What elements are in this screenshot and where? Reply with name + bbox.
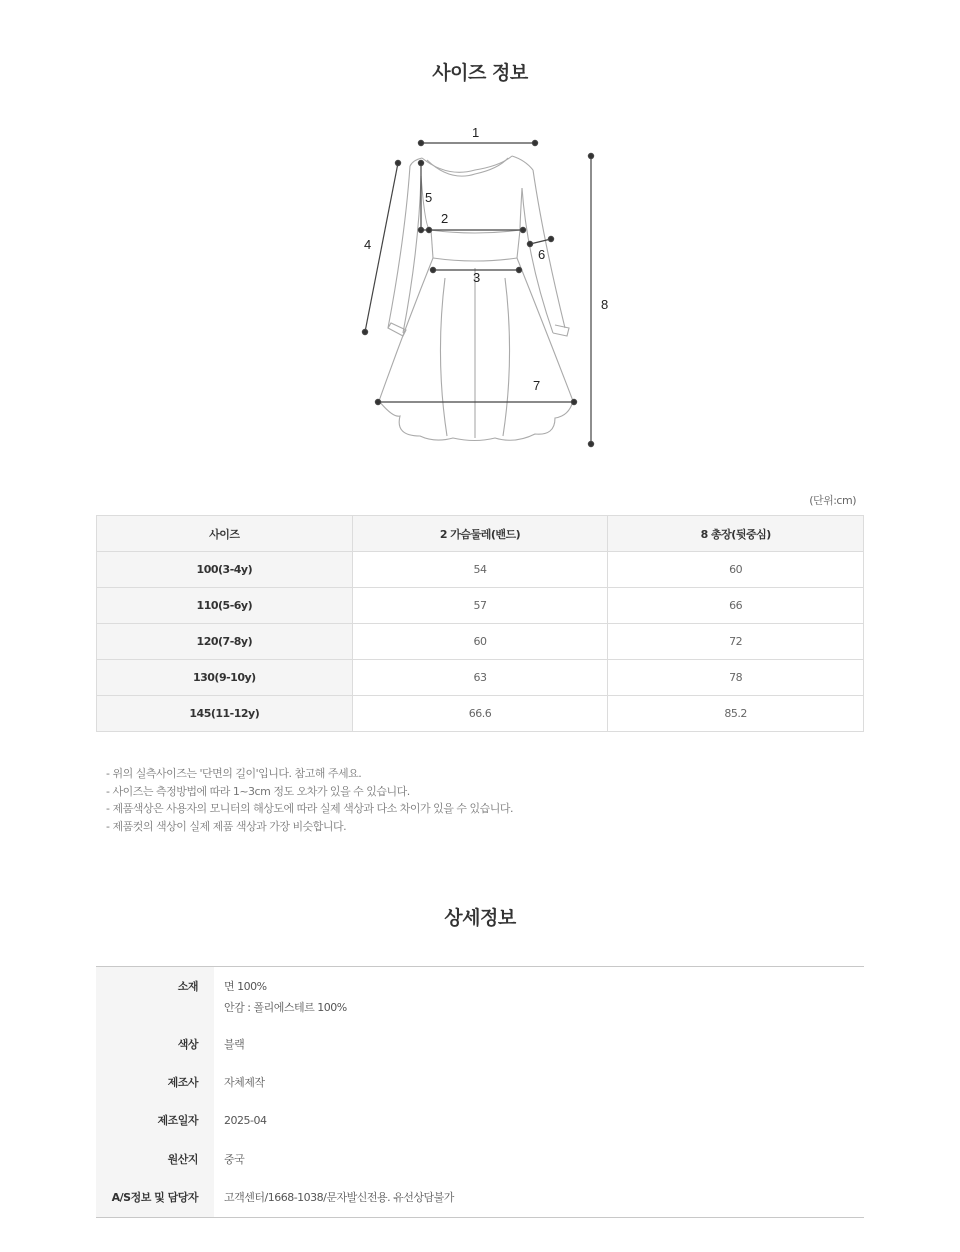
table-header-row [97,516,864,552]
table-cell-length: 60 [608,552,864,588]
table-cell-length: 78 [608,660,864,696]
table-cell-chest: 63 [352,660,608,696]
table-row [97,660,864,696]
diagram-label-4: 4 [364,237,372,252]
table-cell-size: 130(9-10y) [97,660,353,696]
table-cell-chest: 54 [352,552,608,588]
detail-value: 안감 : 폴리에스테르 100% [224,1001,347,1014]
detail-row-manufacturer [96,1064,864,1102]
detail-value: 고객센터/1668-1038/문자발신전용. 유선상담불가 [224,1191,454,1204]
diagram-label-1: 1 [472,125,480,140]
table-header-size: 사이즈 [97,516,353,552]
detail-row-material [96,967,864,1026]
table-cell-size: 120(7-8y) [97,624,353,660]
table-row [97,624,864,660]
note-item: - 제품컷의 색상이 실제 제품 색상과 가장 비슷합니다. [106,819,347,833]
diagram-label-2: 2 [441,211,449,226]
size-info-title: 사이즈 정보 [432,62,528,84]
detail-row-as-contact [96,1179,864,1217]
table-cell-size: 100(3-4y) [97,552,353,588]
table-cell-chest: 66.6 [352,696,608,732]
dress-measurement-diagram [355,118,615,454]
table-cell-chest: 57 [352,588,608,624]
detail-value: 면 100% [224,980,267,993]
table-header-length: 8 총장(뒷중심) [608,516,864,552]
detail-info-title: 상세정보 [444,907,516,929]
diagram-label-7: 7 [533,378,541,393]
table-header-chest: 2 가슴둘레(밴드) [352,516,608,552]
detail-value: 자체제작 [224,1076,265,1089]
detail-row-color [96,1026,864,1064]
table-cell-chest: 60 [352,624,608,660]
detail-key: 소재 [177,980,198,993]
table-cell-length: 85.2 [608,696,864,732]
table-cell-size: 110(5-6y) [97,588,353,624]
table-cell-length: 66 [608,588,864,624]
table-row [97,552,864,588]
note-item: - 위의 실측사이즈는 '단면의 길이'입니다. 참고해 주세요. [106,767,362,780]
table-row [97,696,864,732]
diagram-label-3: 3 [473,270,481,285]
detail-key: 색상 [177,1038,198,1051]
size-notes [106,765,513,835]
detail-row-manufacture-date [96,1102,864,1141]
detail-value: 블랙 [224,1038,245,1051]
detail-value: 중국 [224,1153,245,1166]
table-cell-size: 145(11-12y) [97,696,353,732]
detail-row-origin [96,1141,864,1179]
detail-key: 제조일자 [157,1114,198,1127]
unit-label: (단위:cm) [809,494,856,507]
diagram-label-5: 5 [425,190,433,205]
note-item: - 사이즈는 측정방법에 따라 1~3cm 정도 오차가 있을 수 있습니다. [106,784,410,798]
note-item: - 제품색상은 사용자의 모니터의 해상도에 따라 실제 색상과 다소 차이가 있을 수 있습니다. [106,802,513,815]
table-row [97,588,864,624]
detail-key: 제조사 [167,1076,198,1089]
detail-value: 2025-04 [224,1114,267,1127]
detail-key: A/S정보 및 담당자 [111,1191,198,1204]
size-table [96,515,864,732]
diagram-label-6: 6 [538,247,546,262]
dress-outline [379,156,573,441]
diagram-label-8: 8 [601,297,609,312]
table-cell-length: 72 [608,624,864,660]
detail-key: 원산지 [167,1153,198,1166]
detail-info-table [96,966,864,1218]
